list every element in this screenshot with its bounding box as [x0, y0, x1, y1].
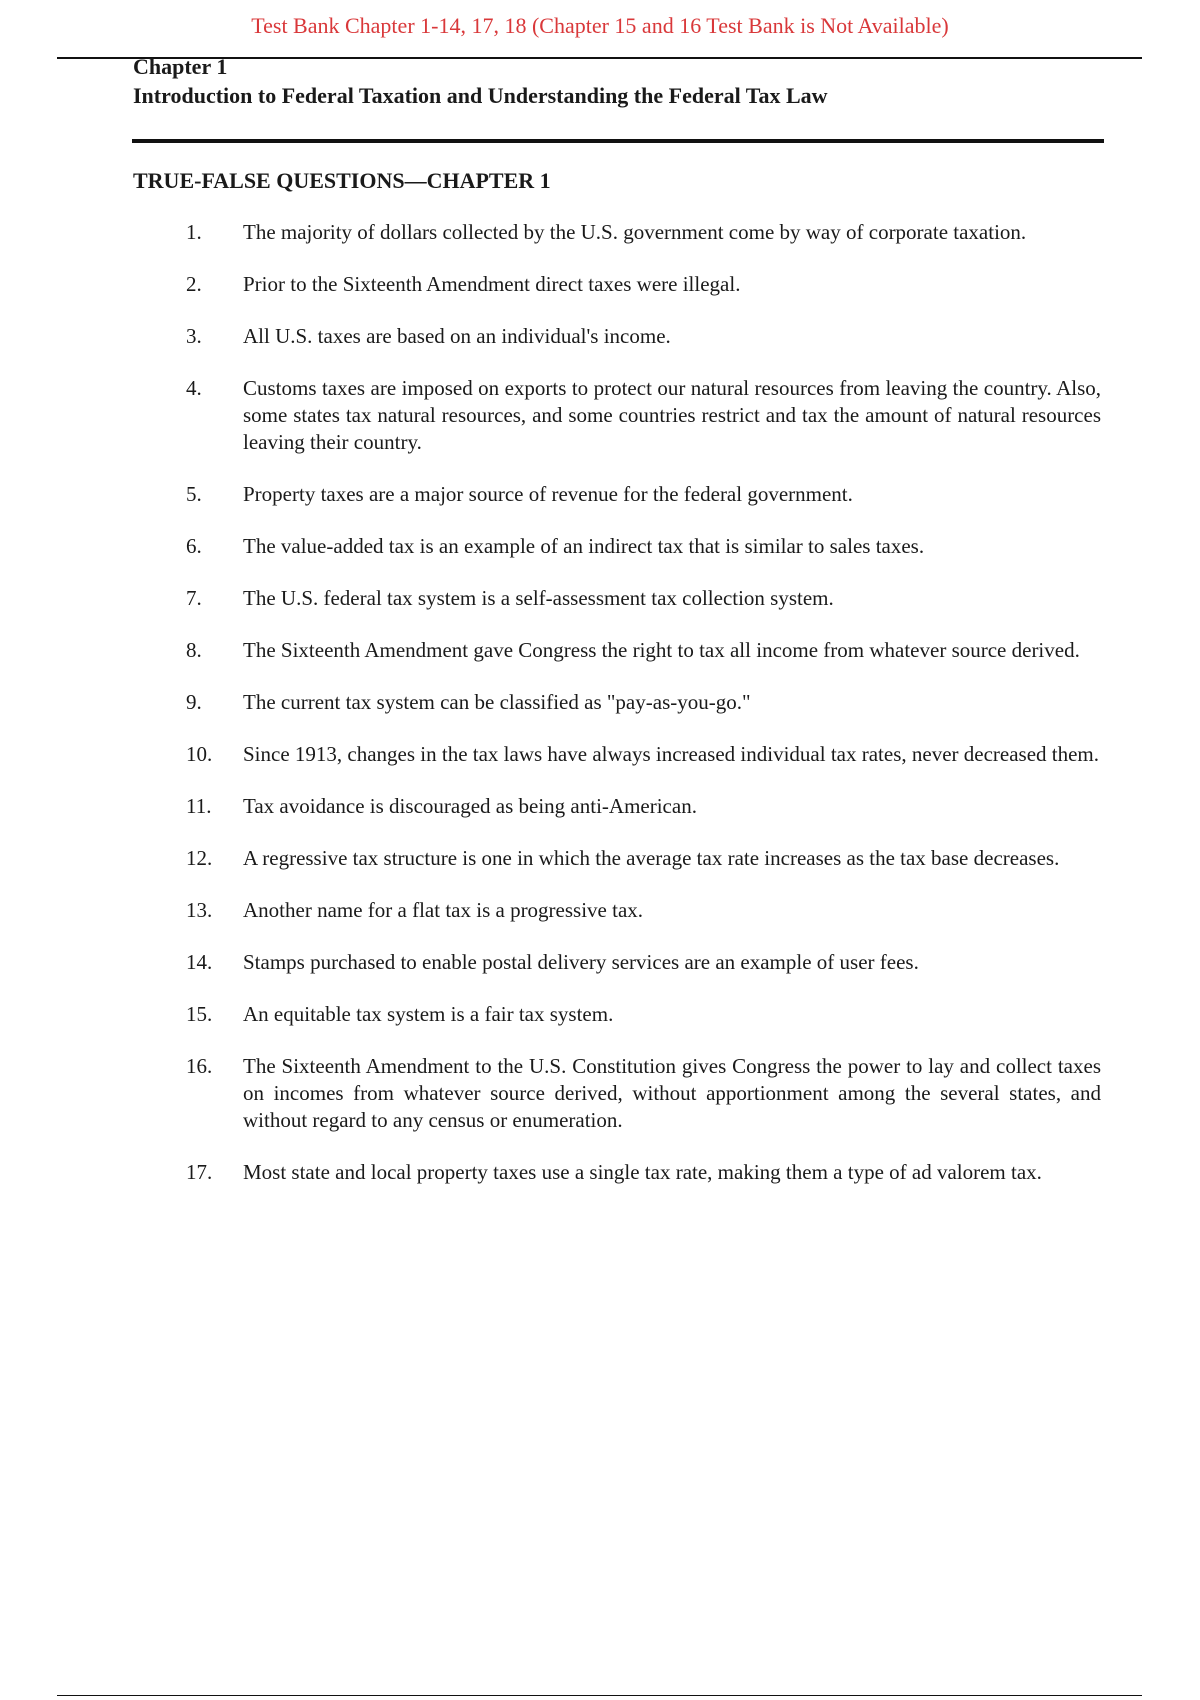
question-item: [186, 949, 1101, 976]
question-text: Property taxes are a major source of revenue for the federal government.: [243, 482, 853, 506]
question-text: The Sixteenth Amendment to the U.S. Constitution gives Congress the power to lay and collect taxes on incomes from whatever source derived, without apportionment among the several states, and without regard to any census or enumeration.: [243, 1054, 1101, 1132]
question-text: The value-added tax is an example of an indirect tax that is similar to sales taxes.: [243, 534, 925, 558]
question-number: 6.: [186, 534, 202, 558]
question-number: 10.: [186, 742, 213, 766]
question-item: [186, 585, 1101, 612]
question-number: 4.: [186, 376, 202, 400]
question-text: Customs taxes are imposed on exports to protect our natural resources from leaving the country. Also, some states tax natural resources, and some countries restrict and tax the amount of natural resources leaving their country.: [243, 376, 1101, 454]
question-text: Most state and local property taxes use a single tax rate, making them a type of ad valorem tax.: [243, 1160, 1042, 1184]
question-item: [186, 271, 1101, 298]
question-number: 9.: [186, 690, 202, 714]
question-item: [186, 637, 1101, 664]
question-text: Stamps purchased to enable postal delivery services are an example of user fees.: [243, 950, 919, 974]
chapter-title: Introduction to Federal Taxation and Understanding the Federal Tax Law: [133, 83, 828, 108]
question-item: [186, 1053, 1101, 1134]
question-item: [186, 1159, 1101, 1186]
question-item: [186, 897, 1101, 924]
question-text: Tax avoidance is discouraged as being anti-American.: [243, 794, 697, 818]
footer-rule: [57, 1695, 1142, 1696]
question-item: [186, 689, 1101, 716]
question-text: Another name for a flat tax is a progressive tax.: [243, 898, 644, 922]
question-number: 2.: [186, 272, 202, 296]
question-item: [186, 741, 1101, 768]
question-number: 11.: [186, 794, 212, 818]
question-number: 5.: [186, 482, 202, 506]
question-text: Since 1913, changes in the tax laws have always increased individual tax rates, never decreased them.: [243, 742, 1100, 766]
question-list: [186, 219, 1101, 1211]
question-item: [186, 845, 1101, 872]
question-number: 13.: [186, 898, 213, 922]
title-divider: [132, 139, 1104, 143]
question-number: 16.: [186, 1054, 213, 1078]
question-number: 14.: [186, 950, 213, 974]
question-item: [186, 219, 1101, 246]
question-text: An equitable tax system is a fair tax system.: [243, 1002, 614, 1026]
question-number: 15.: [186, 1002, 213, 1026]
question-text: All U.S. taxes are based on an individual's income.: [243, 324, 671, 348]
question-item: [186, 793, 1101, 820]
question-text: The majority of dollars collected by the U.S. government come by way of corporate taxation.: [243, 220, 1027, 244]
question-item: [186, 375, 1101, 456]
question-text: The current tax system can be classified as "pay-as-you-go.": [243, 690, 751, 714]
question-item: [186, 481, 1101, 508]
question-number: 17.: [186, 1160, 213, 1184]
chapter-label: Chapter 1: [133, 54, 228, 79]
question-item: [186, 533, 1101, 560]
question-item: [186, 323, 1101, 350]
question-number: 12.: [186, 846, 213, 870]
section-heading: TRUE-FALSE QUESTIONS—CHAPTER 1: [133, 168, 551, 193]
question-number: 1.: [186, 220, 202, 244]
question-text: A regressive tax structure is one in which the average tax rate increases as the tax base decreases.: [243, 846, 1060, 870]
question-text: The U.S. federal tax system is a self-assessment tax collection system.: [243, 586, 834, 610]
question-text: The Sixteenth Amendment gave Congress the right to tax all income from whatever source derived.: [243, 638, 1080, 662]
question-item: [186, 1001, 1101, 1028]
test-bank-banner: Test Bank Chapter 1-14, 17, 18 (Chapter 15 and 16 Test Bank is Not Available): [251, 13, 949, 38]
question-number: 7.: [186, 586, 202, 610]
question-number: 8.: [186, 638, 202, 662]
question-number: 3.: [186, 324, 202, 348]
question-text: Prior to the Sixteenth Amendment direct taxes were illegal.: [243, 272, 741, 296]
